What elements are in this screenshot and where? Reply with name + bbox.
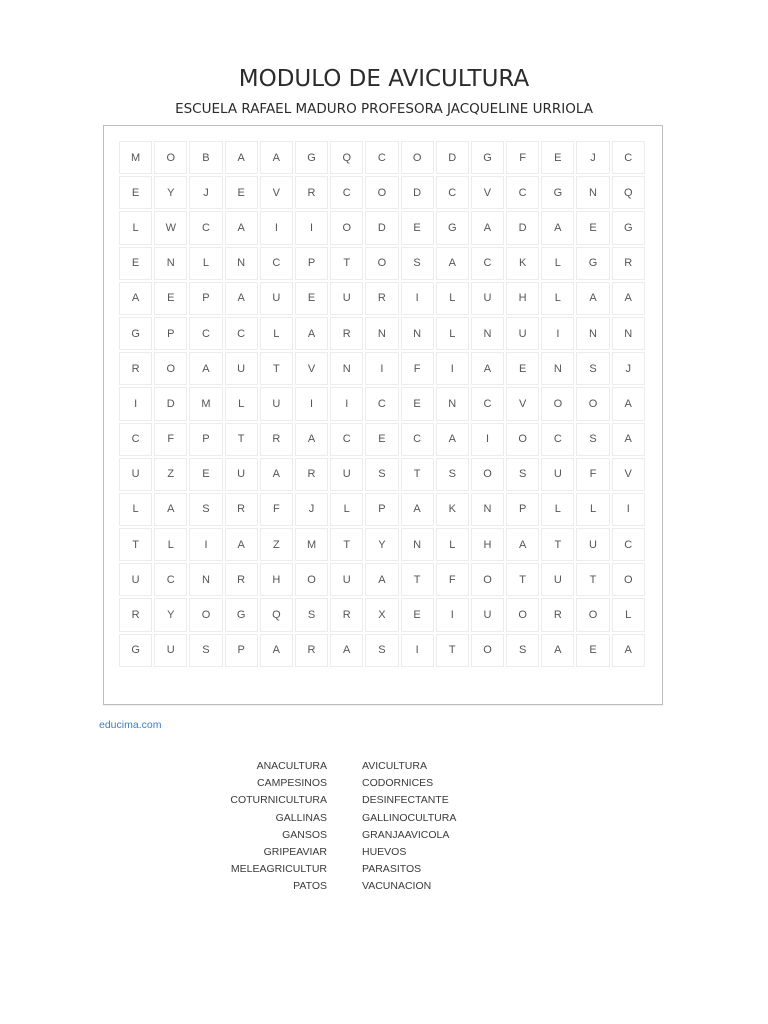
grid-cell[interactable]: A bbox=[612, 282, 645, 315]
grid-cell[interactable]: N bbox=[401, 528, 434, 561]
grid-cell[interactable]: N bbox=[471, 493, 504, 526]
grid-cell[interactable]: H bbox=[471, 528, 504, 561]
grid-cell[interactable]: S bbox=[506, 458, 539, 491]
grid-cell[interactable]: A bbox=[260, 634, 293, 667]
grid-cell[interactable]: U bbox=[330, 563, 363, 596]
grid-cell[interactable]: L bbox=[541, 282, 574, 315]
grid-cell[interactable]: P bbox=[506, 493, 539, 526]
grid-cell[interactable]: G bbox=[612, 211, 645, 244]
grid-cell[interactable]: E bbox=[295, 282, 328, 315]
grid-cell[interactable]: R bbox=[330, 598, 363, 631]
grid-cell[interactable]: E bbox=[154, 282, 187, 315]
grid-cell[interactable]: N bbox=[330, 352, 363, 385]
grid-cell[interactable]: E bbox=[541, 141, 574, 174]
grid-cell[interactable]: C bbox=[506, 176, 539, 209]
grid-cell[interactable]: E bbox=[189, 458, 222, 491]
grid-cell[interactable]: A bbox=[260, 141, 293, 174]
grid-cell[interactable]: N bbox=[401, 317, 434, 350]
grid-cell[interactable]: L bbox=[154, 528, 187, 561]
grid-cell[interactable]: C bbox=[189, 211, 222, 244]
grid-cell[interactable]: U bbox=[154, 634, 187, 667]
grid-cell[interactable]: C bbox=[471, 387, 504, 420]
grid-cell[interactable]: L bbox=[260, 317, 293, 350]
grid-cell[interactable]: T bbox=[330, 247, 363, 280]
grid-cell[interactable]: A bbox=[612, 634, 645, 667]
grid-cell[interactable]: N bbox=[154, 247, 187, 280]
grid-cell[interactable]: M bbox=[119, 141, 152, 174]
grid-cell[interactable]: U bbox=[260, 282, 293, 315]
grid-cell[interactable]: T bbox=[225, 423, 258, 456]
grid-cell[interactable]: O bbox=[154, 141, 187, 174]
grid-cell[interactable]: V bbox=[295, 352, 328, 385]
grid-cell[interactable]: T bbox=[260, 352, 293, 385]
word-item: PATOS bbox=[293, 880, 327, 893]
grid-cell[interactable]: O bbox=[541, 387, 574, 420]
grid-cell[interactable]: E bbox=[365, 423, 398, 456]
grid-cell[interactable]: A bbox=[471, 211, 504, 244]
grid-cell[interactable]: E bbox=[401, 211, 434, 244]
grid-cell[interactable]: U bbox=[260, 387, 293, 420]
grid-cell[interactable]: C bbox=[330, 176, 363, 209]
grid-cell[interactable]: U bbox=[225, 458, 258, 491]
grid-cell[interactable]: O bbox=[401, 141, 434, 174]
grid-cell[interactable]: C bbox=[225, 317, 258, 350]
grid-cell[interactable]: U bbox=[471, 598, 504, 631]
grid-cell[interactable]: P bbox=[365, 493, 398, 526]
grid-cell[interactable]: I bbox=[401, 634, 434, 667]
grid-cell[interactable]: P bbox=[154, 317, 187, 350]
grid-cell[interactable]: U bbox=[225, 352, 258, 385]
grid-cell[interactable]: I bbox=[471, 423, 504, 456]
grid-cell[interactable]: O bbox=[295, 563, 328, 596]
grid-cell[interactable]: V bbox=[471, 176, 504, 209]
grid-cell[interactable]: A bbox=[295, 423, 328, 456]
grid-cell[interactable]: G bbox=[541, 176, 574, 209]
grid-cell[interactable]: D bbox=[401, 176, 434, 209]
grid-cell[interactable]: L bbox=[330, 493, 363, 526]
grid-cell[interactable]: C bbox=[612, 528, 645, 561]
grid-cell[interactable]: O bbox=[506, 598, 539, 631]
grid-cell[interactable]: T bbox=[506, 563, 539, 596]
grid-cell[interactable]: N bbox=[189, 563, 222, 596]
grid-cell[interactable]: J bbox=[295, 493, 328, 526]
grid-cell[interactable]: V bbox=[260, 176, 293, 209]
grid-cell[interactable]: A bbox=[541, 211, 574, 244]
grid-cell[interactable]: A bbox=[612, 387, 645, 420]
grid-cell[interactable]: X bbox=[365, 598, 398, 631]
grid-cell[interactable]: C bbox=[436, 176, 469, 209]
grid-cell[interactable]: A bbox=[225, 211, 258, 244]
grid-cell[interactable]: R bbox=[225, 493, 258, 526]
grid-cell[interactable]: G bbox=[471, 141, 504, 174]
grid-cell[interactable]: U bbox=[506, 317, 539, 350]
grid-cell[interactable]: I bbox=[189, 528, 222, 561]
grid-cell[interactable]: F bbox=[576, 458, 609, 491]
grid-cell[interactable]: E bbox=[506, 352, 539, 385]
grid-cell[interactable]: P bbox=[225, 634, 258, 667]
grid-cell[interactable]: N bbox=[225, 247, 258, 280]
grid-cell[interactable]: A bbox=[225, 141, 258, 174]
grid-cell[interactable]: O bbox=[471, 458, 504, 491]
grid-cell[interactable]: Y bbox=[154, 598, 187, 631]
grid-cell[interactable]: D bbox=[365, 211, 398, 244]
grid-cell[interactable]: C bbox=[541, 423, 574, 456]
grid-cell[interactable]: C bbox=[365, 387, 398, 420]
grid-cell[interactable]: E bbox=[119, 176, 152, 209]
grid-cell[interactable]: T bbox=[576, 563, 609, 596]
grid-cell[interactable]: P bbox=[189, 423, 222, 456]
grid-cell[interactable]: L bbox=[189, 247, 222, 280]
grid-cell[interactable]: O bbox=[576, 387, 609, 420]
grid-cell[interactable]: D bbox=[506, 211, 539, 244]
grid-cell[interactable]: A bbox=[225, 528, 258, 561]
grid-cell[interactable]: J bbox=[189, 176, 222, 209]
grid-cell[interactable]: C bbox=[471, 247, 504, 280]
grid-cell[interactable]: I bbox=[295, 211, 328, 244]
grid-cell[interactable]: C bbox=[260, 247, 293, 280]
grid-cell[interactable]: S bbox=[506, 634, 539, 667]
grid-cell[interactable]: Z bbox=[154, 458, 187, 491]
grid-cell[interactable]: V bbox=[506, 387, 539, 420]
grid-cell[interactable]: S bbox=[365, 458, 398, 491]
grid-cell[interactable]: A bbox=[436, 423, 469, 456]
word-item: PARASITOS bbox=[362, 863, 422, 876]
grid-cell[interactable]: Z bbox=[260, 528, 293, 561]
grid-cell[interactable]: N bbox=[541, 352, 574, 385]
grid-cell[interactable]: O bbox=[189, 598, 222, 631]
grid-cell[interactable]: R bbox=[612, 247, 645, 280]
grid-cell[interactable]: C bbox=[612, 141, 645, 174]
grid-cell[interactable]: F bbox=[436, 563, 469, 596]
grid-cell[interactable]: U bbox=[119, 563, 152, 596]
grid-cell[interactable]: I bbox=[119, 387, 152, 420]
grid-cell[interactable]: N bbox=[576, 317, 609, 350]
grid-cell[interactable]: I bbox=[295, 387, 328, 420]
word-item: COTURNICULTURA bbox=[230, 794, 327, 807]
grid-cell[interactable]: A bbox=[541, 634, 574, 667]
grid-cell[interactable]: I bbox=[365, 352, 398, 385]
grid-cell[interactable]: A bbox=[295, 317, 328, 350]
grid-cell[interactable]: O bbox=[330, 211, 363, 244]
grid-cell[interactable]: N bbox=[471, 317, 504, 350]
grid-cell[interactable]: N bbox=[436, 387, 469, 420]
grid-cell[interactable]: G bbox=[119, 634, 152, 667]
word-item: HUEVOS bbox=[362, 845, 407, 858]
grid-cell[interactable]: K bbox=[506, 247, 539, 280]
grid-cell[interactable]: O bbox=[612, 563, 645, 596]
grid-cell[interactable]: E bbox=[576, 634, 609, 667]
grid-cell[interactable]: I bbox=[612, 493, 645, 526]
grid-cell[interactable]: U bbox=[330, 458, 363, 491]
grid-cell[interactable]: A bbox=[365, 563, 398, 596]
grid-cell[interactable]: S bbox=[401, 247, 434, 280]
grid-cell[interactable]: R bbox=[225, 563, 258, 596]
grid-cell[interactable]: I bbox=[260, 211, 293, 244]
grid-cell[interactable]: G bbox=[295, 141, 328, 174]
grid-cell[interactable]: L bbox=[541, 493, 574, 526]
grid-cell[interactable]: C bbox=[119, 423, 152, 456]
grid-cell[interactable]: Q bbox=[330, 141, 363, 174]
grid-cell[interactable]: T bbox=[436, 634, 469, 667]
grid-cell[interactable]: O bbox=[506, 423, 539, 456]
grid-cell[interactable]: C bbox=[330, 423, 363, 456]
grid-cell[interactable]: I bbox=[436, 598, 469, 631]
grid-cell[interactable]: A bbox=[189, 352, 222, 385]
word-item: MELEAGRICULTUR bbox=[230, 863, 327, 876]
grid-cell[interactable]: L bbox=[576, 493, 609, 526]
page-title: MODULO DE AVICULTURA bbox=[238, 66, 530, 92]
word-item: CODORNICES bbox=[362, 777, 434, 790]
grid-cell[interactable]: S bbox=[436, 458, 469, 491]
word-item: CAMPESINOS bbox=[256, 777, 327, 790]
grid-cell[interactable]: U bbox=[471, 282, 504, 315]
word-item: GRANJAAVICOLA bbox=[362, 828, 450, 841]
grid-cell[interactable]: A bbox=[576, 282, 609, 315]
grid-cell[interactable]: S bbox=[295, 598, 328, 631]
grid-cell[interactable]: T bbox=[541, 528, 574, 561]
grid-cell[interactable]: I bbox=[436, 352, 469, 385]
grid-cell[interactable]: O bbox=[471, 563, 504, 596]
grid-cell[interactable]: P bbox=[189, 282, 222, 315]
grid-cell[interactable]: G bbox=[576, 247, 609, 280]
grid-cell[interactable]: L bbox=[119, 211, 152, 244]
word-item: GALLINOCULTURA bbox=[362, 811, 457, 824]
grid-cell[interactable]: L bbox=[225, 387, 258, 420]
grid-cell[interactable]: W bbox=[154, 211, 187, 244]
grid-cell[interactable]: I bbox=[541, 317, 574, 350]
grid-cell[interactable]: C bbox=[401, 423, 434, 456]
grid-cell[interactable]: F bbox=[506, 141, 539, 174]
grid-cell[interactable]: P bbox=[295, 247, 328, 280]
grid-cell[interactable]: R bbox=[295, 634, 328, 667]
word-item: AVICULTURA bbox=[362, 760, 427, 772]
grid-cell[interactable]: U bbox=[541, 458, 574, 491]
grid-cell[interactable]: C bbox=[189, 317, 222, 350]
grid-cell[interactable]: R bbox=[295, 458, 328, 491]
grid-cell[interactable]: Y bbox=[154, 176, 187, 209]
word-item: VACUNACION bbox=[362, 880, 432, 893]
grid-cell[interactable]: U bbox=[576, 528, 609, 561]
grid-cell[interactable]: F bbox=[401, 352, 434, 385]
grid-cell[interactable]: D bbox=[154, 387, 187, 420]
grid-cell[interactable]: R bbox=[541, 598, 574, 631]
grid-cell[interactable]: G bbox=[225, 598, 258, 631]
word-search-frame bbox=[103, 125, 663, 705]
grid-cell[interactable]: J bbox=[612, 352, 645, 385]
grid-cell[interactable]: O bbox=[365, 176, 398, 209]
grid-cell[interactable]: N bbox=[365, 317, 398, 350]
grid-cell[interactable]: L bbox=[436, 282, 469, 315]
grid-cell[interactable]: S bbox=[189, 634, 222, 667]
grid-cell[interactable]: D bbox=[436, 141, 469, 174]
grid-cell[interactable]: O bbox=[365, 247, 398, 280]
grid-cell[interactable]: L bbox=[436, 528, 469, 561]
grid-cell[interactable]: S bbox=[189, 493, 222, 526]
word-list-right bbox=[362, 758, 456, 896]
grid-cell[interactable]: R bbox=[119, 598, 152, 631]
grid-cell[interactable]: E bbox=[119, 247, 152, 280]
grid-cell[interactable]: I bbox=[401, 282, 434, 315]
word-item: GALLINAS bbox=[275, 811, 327, 824]
grid-cell[interactable]: G bbox=[436, 211, 469, 244]
grid-cell[interactable]: R bbox=[260, 423, 293, 456]
grid-cell[interactable]: A bbox=[119, 282, 152, 315]
word-search-grid bbox=[118, 140, 646, 668]
credit-link[interactable]: educima.com bbox=[99, 719, 162, 731]
grid-cell[interactable]: T bbox=[119, 528, 152, 561]
grid-cell[interactable]: A bbox=[612, 423, 645, 456]
grid-cell[interactable]: L bbox=[436, 317, 469, 350]
grid-cell[interactable]: G bbox=[119, 317, 152, 350]
grid-cell[interactable]: M bbox=[295, 528, 328, 561]
grid-cell[interactable]: Q bbox=[260, 598, 293, 631]
grid-cell[interactable]: Q bbox=[612, 176, 645, 209]
grid-cell[interactable]: T bbox=[330, 528, 363, 561]
grid-cell[interactable]: S bbox=[365, 634, 398, 667]
grid-cell[interactable]: A bbox=[401, 493, 434, 526]
grid-cell[interactable]: C bbox=[365, 141, 398, 174]
grid-cell[interactable]: N bbox=[576, 176, 609, 209]
grid-cell[interactable]: H bbox=[506, 282, 539, 315]
grid-cell[interactable]: U bbox=[119, 458, 152, 491]
grid-cell[interactable]: L bbox=[612, 598, 645, 631]
grid-cell[interactable]: S bbox=[576, 423, 609, 456]
grid-cell[interactable]: E bbox=[401, 598, 434, 631]
grid-cell[interactable]: O bbox=[576, 598, 609, 631]
grid-cell[interactable]: A bbox=[471, 352, 504, 385]
grid-cell[interactable]: J bbox=[576, 141, 609, 174]
word-item: ANACULTURA bbox=[256, 760, 327, 772]
grid-cell[interactable]: A bbox=[506, 528, 539, 561]
grid-cell[interactable]: O bbox=[471, 634, 504, 667]
grid-cell[interactable]: A bbox=[330, 634, 363, 667]
grid-cell[interactable]: M bbox=[189, 387, 222, 420]
grid-cell[interactable]: B bbox=[189, 141, 222, 174]
grid-cell[interactable]: A bbox=[225, 282, 258, 315]
grid-cell[interactable]: R bbox=[295, 176, 328, 209]
word-item: GANSOS bbox=[282, 828, 327, 841]
page-subtitle: ESCUELA RAFAEL MADURO PROFESORA JACQUELINE URRIOLA bbox=[175, 101, 593, 117]
grid-cell[interactable]: N bbox=[612, 317, 645, 350]
grid-cell[interactable]: U bbox=[541, 563, 574, 596]
grid-cell[interactable]: C bbox=[154, 563, 187, 596]
grid-cell[interactable]: V bbox=[612, 458, 645, 491]
grid-cell[interactable]: K bbox=[436, 493, 469, 526]
grid-cell[interactable]: T bbox=[401, 563, 434, 596]
grid-cell[interactable]: O bbox=[154, 352, 187, 385]
grid-cell[interactable]: T bbox=[401, 458, 434, 491]
grid-cell[interactable]: L bbox=[119, 493, 152, 526]
grid-cell[interactable]: A bbox=[260, 458, 293, 491]
grid-cell[interactable]: U bbox=[330, 282, 363, 315]
grid-cell[interactable]: F bbox=[260, 493, 293, 526]
grid-cell[interactable]: F bbox=[154, 423, 187, 456]
grid-cell[interactable]: R bbox=[365, 282, 398, 315]
grid-cell[interactable]: R bbox=[330, 317, 363, 350]
grid-cell[interactable]: E bbox=[401, 387, 434, 420]
grid-cell[interactable]: L bbox=[541, 247, 574, 280]
grid-cell[interactable]: E bbox=[225, 176, 258, 209]
word-list-left bbox=[230, 758, 327, 896]
word-item: DESINFECTANTE bbox=[362, 794, 449, 807]
grid-cell[interactable]: A bbox=[154, 493, 187, 526]
grid-cell[interactable]: R bbox=[119, 352, 152, 385]
grid-cell[interactable]: S bbox=[576, 352, 609, 385]
grid-cell[interactable]: I bbox=[330, 387, 363, 420]
word-item: GRIPEAVIAR bbox=[263, 845, 327, 858]
grid-cell[interactable]: A bbox=[436, 247, 469, 280]
grid-cell[interactable]: H bbox=[260, 563, 293, 596]
grid-cell[interactable]: E bbox=[576, 211, 609, 244]
grid-cell[interactable]: Y bbox=[365, 528, 398, 561]
